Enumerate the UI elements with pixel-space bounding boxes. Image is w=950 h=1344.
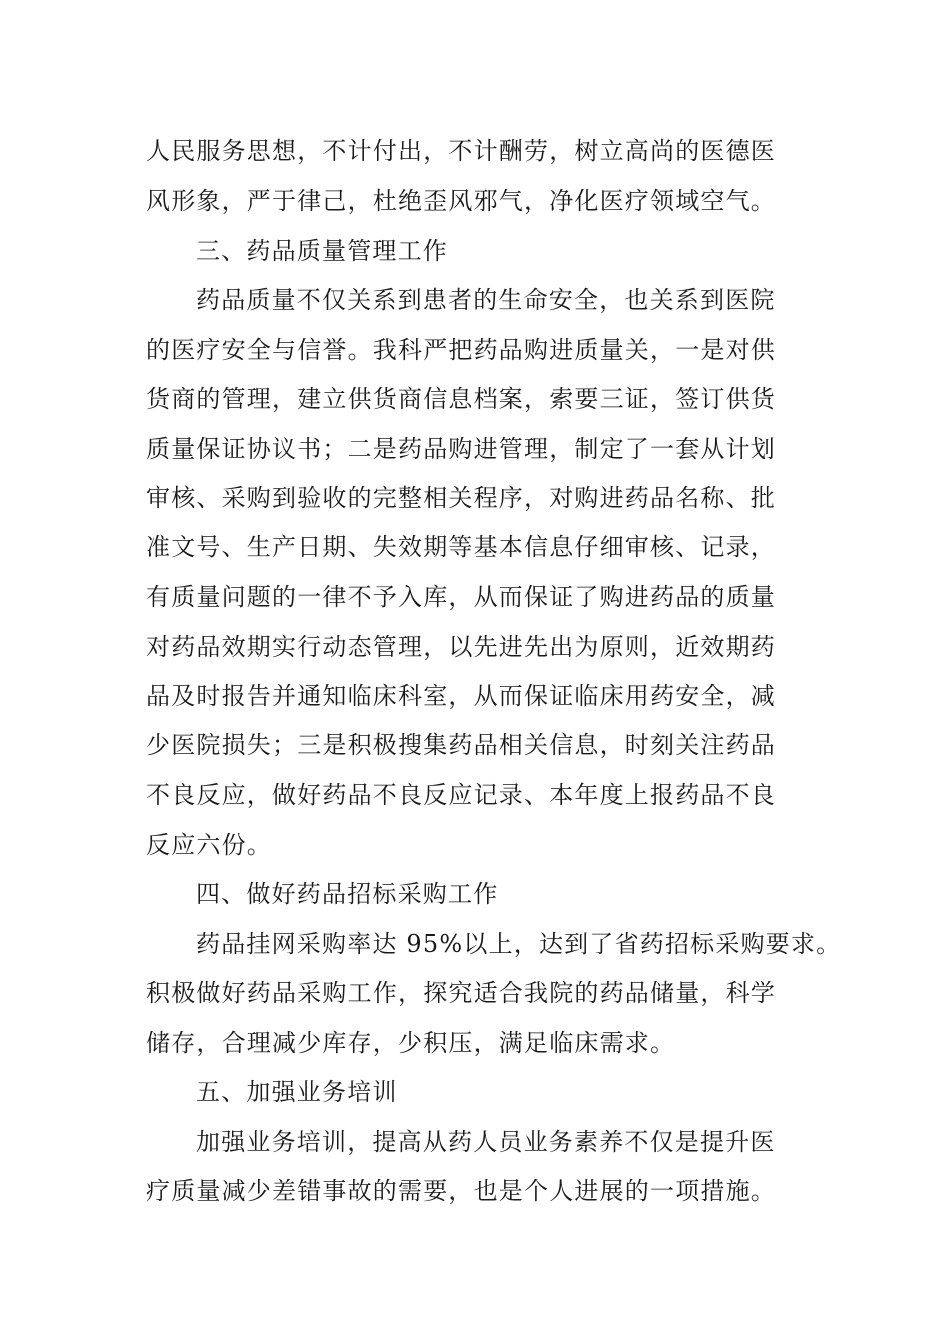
paragraph-first-line: 药品质量不仅关系到患者的生命安全，也关系到医院 <box>196 286 776 314</box>
body-text-line: 反应六份。 <box>146 831 272 859</box>
body-text-line: 疗质量减少差错事故的需要，也是个人进展的一项措施。 <box>146 1177 776 1205</box>
body-text-line: 对药品效期实行动态管理，以先进先出为原则，近效期药 <box>146 633 776 661</box>
section-heading-3: 三、药品质量管理工作 <box>196 237 448 265</box>
body-text-line: 风形象，严于律己，杜绝歪风邪气，净化医疗领域空气。 <box>146 187 776 215</box>
paragraph-first-line: 药品挂网采购率达 95%以上，达到了省药招标采购要求。 <box>196 930 842 958</box>
body-text-line: 有质量问题的一律不予入库，从而保证了购进药品的质量 <box>146 583 776 611</box>
body-text-line: 不良反应，做好药品不良反应记录、本年度上报药品不良 <box>146 781 776 809</box>
body-text-line: 品及时报告并通知临床科室，从而保证临床用药安全，减 <box>146 682 776 710</box>
body-text-line: 货商的管理，建立供货商信息档案，索要三证，签订供货 <box>146 385 776 413</box>
body-text-line: 储存，合理减少库存，少积压，满足临床需求。 <box>146 1029 676 1057</box>
body-text-line: 人民服务思想，不计付出，不计酬劳，树立高尚的医德医 <box>146 137 776 165</box>
body-text-line: 积极做好药品采购工作，探究适合我院的药品储量，科学 <box>146 979 776 1007</box>
paragraph-first-line: 加强业务培训，提高从药人员业务素养不仅是提升医 <box>196 1128 776 1156</box>
section-heading-4: 四、做好药品招标采购工作 <box>196 880 499 908</box>
body-text-line: 准文号、生产日期、失效期等基本信息仔细审核、记录， <box>146 533 776 561</box>
body-text-line: 的医疗安全与信誉。我科严把药品购进质量关，一是对供 <box>146 336 776 364</box>
body-text-line: 审核、采购到验收的完整相关程序，对购进药品名称、批 <box>146 484 776 512</box>
body-text-line: 质量保证协议书；二是药品购进管理，制定了一套从计划 <box>146 435 776 463</box>
section-heading-5: 五、加强业务培训 <box>196 1078 398 1106</box>
body-text-line: 少医院损失；三是积极搜集药品相关信息，时刻关注药品 <box>146 731 776 759</box>
